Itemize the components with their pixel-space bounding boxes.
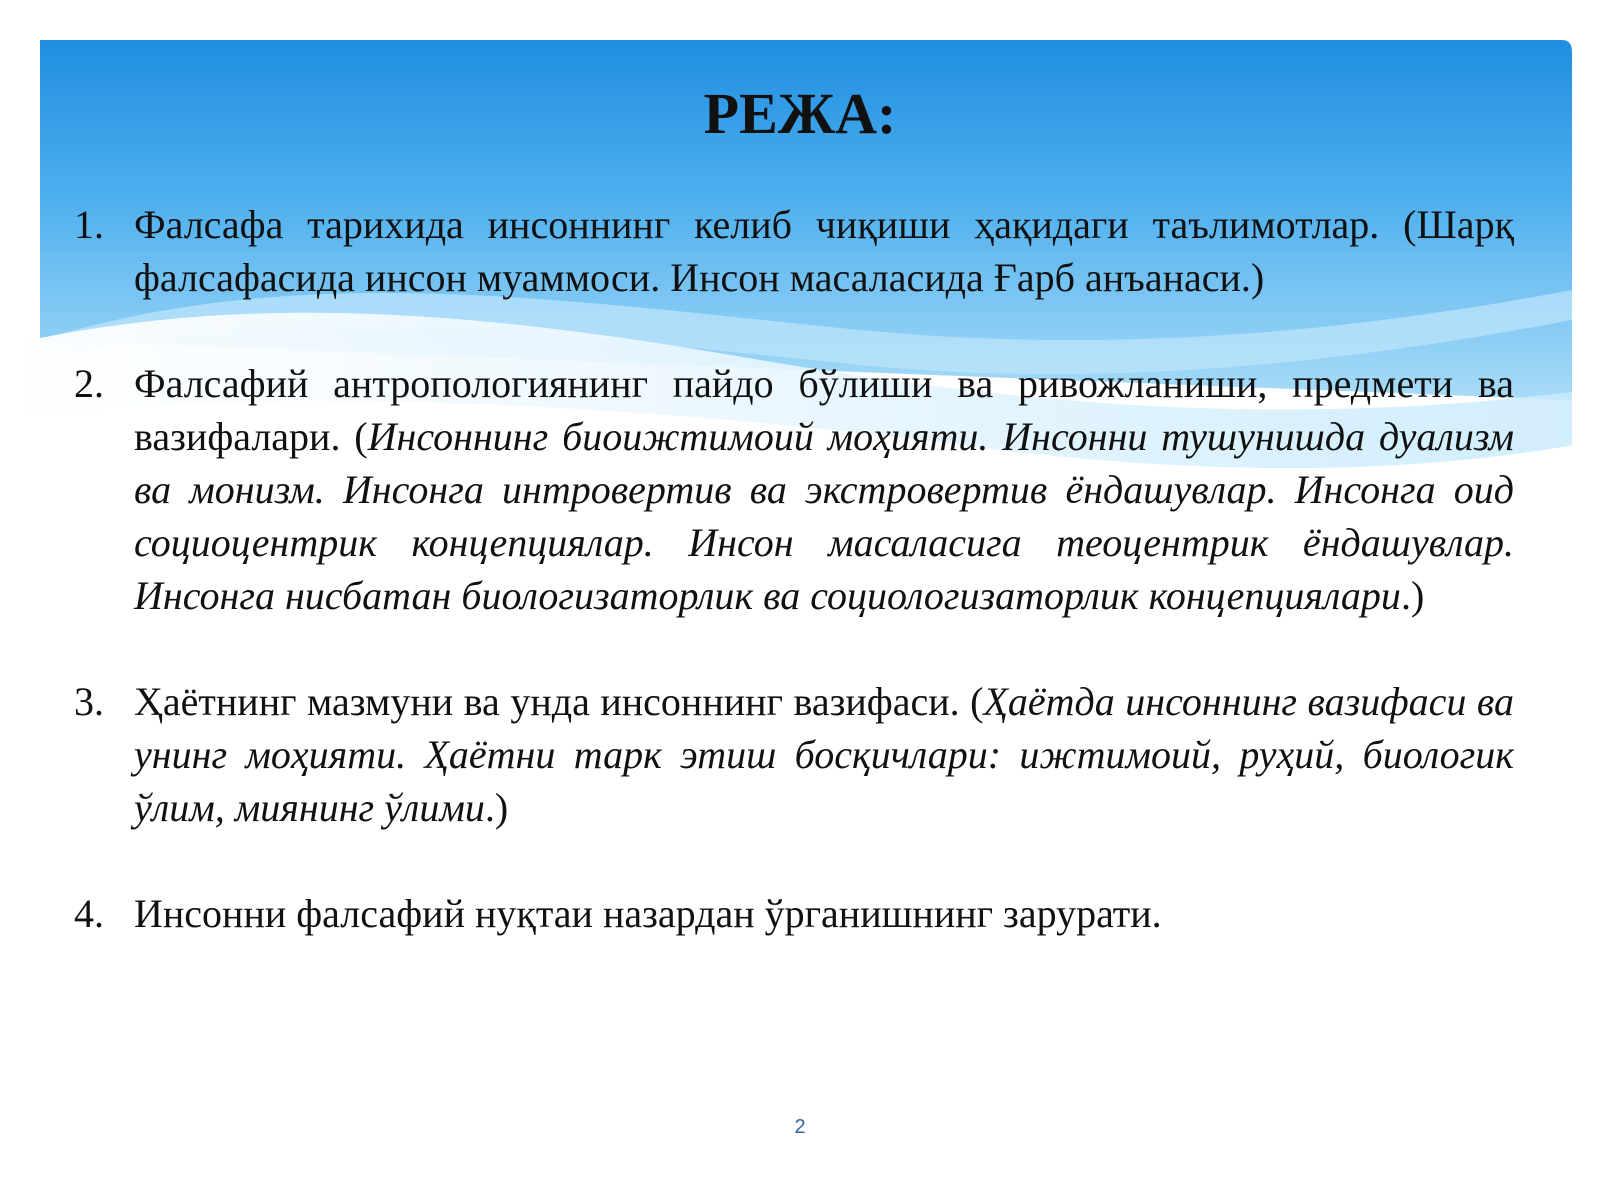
item-number: 3. — [74, 679, 104, 724]
item-close: .) — [484, 785, 509, 830]
item-text: Фалсафа тарихида инсоннинг келиб чиқиши ҳақидаги таълимотлар. (Шарқ фалсафасида инсон муаммоси. Инсон масаласида Ғарб анъанаси.) — [134, 202, 1514, 300]
page-number: 2 — [794, 1116, 806, 1138]
item-text: Ҳаётнинг мазмуни ва унда инсоннинг вазифаси. ( — [134, 679, 984, 724]
item-text: Инсонни фалсафий нуқтаи назардан ўрганишнинг зарурати. — [134, 891, 1162, 936]
item-detail-italic: Инсоннинг биоижтимоий моҳияти. Инсонни тушунишда дуализм ва монизм. Инсонга интровертив ва экстровертив ёндашувлар. Инсонга оид социоцентрик концепциялар. Инсон масаласига теоцентрик ёндашувлар. Инсонга нисбатан биологизаторлик ва социологизаторлик концепциялари — [134, 414, 1514, 618]
plan-item-2 — [74, 357, 1514, 622]
item-close: .) — [1400, 573, 1425, 618]
plan-list — [74, 198, 1514, 940]
item-number: 4. — [74, 891, 104, 936]
item-number: 1. — [74, 202, 104, 247]
item-text: Фалсафий антропологиянинг пайдо бўлиши ва ривожланиши, предмети ва вазифалари. ( — [134, 361, 1514, 459]
plan-item-1 — [74, 198, 1514, 304]
plan-item-3 — [74, 675, 1514, 834]
item-detail-italic: Ҳаётда инсоннинг вазифаси ва унинг моҳияти. Ҳаётни тарк этиш босқичлари: ижтимоий, руҳий, биологик ўлим, миянинг ўлими — [134, 679, 1514, 830]
slide-title: РЕЖА: — [703, 81, 897, 146]
plan-item-4 — [74, 887, 1514, 940]
item-number: 2. — [74, 361, 104, 406]
